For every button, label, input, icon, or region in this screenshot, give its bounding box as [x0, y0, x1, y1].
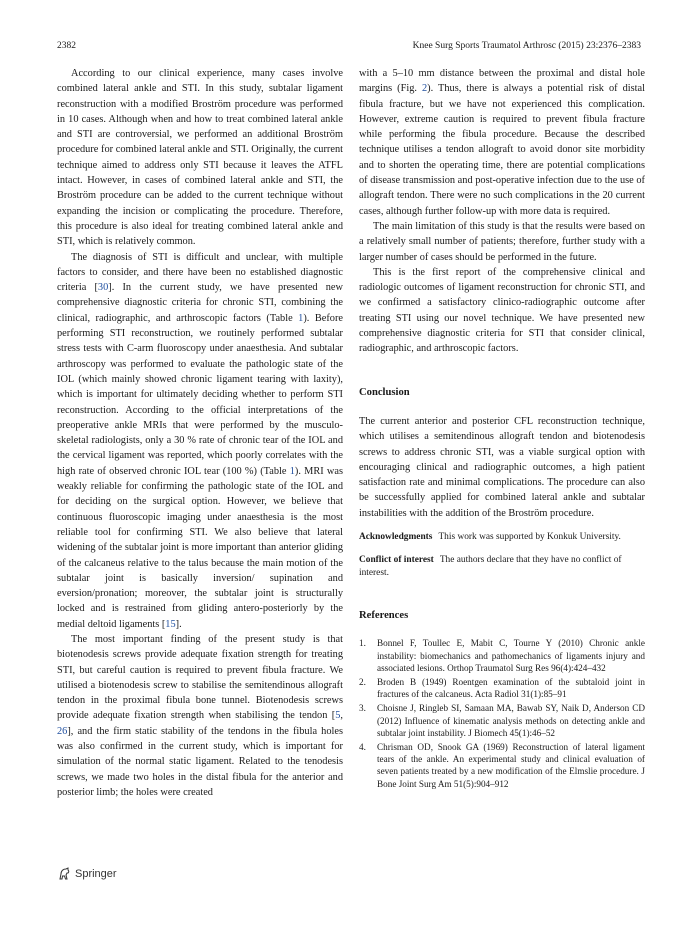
publisher-name: Springer — [75, 868, 117, 880]
reference-text: Choisne J, Ringleb SI, Samaan MA, Bawab SY, Naik D, Anderson CD (2012) Influence of kinematic analysis methods on detecting ankle and subtalar joint instability. J Biomech 45(1):46–52 — [377, 703, 645, 738]
reference-item — [359, 702, 645, 739]
reference-list — [359, 637, 645, 789]
reference-item — [359, 741, 645, 790]
reference-number: 1. — [359, 638, 366, 649]
journal-reference: Knee Surg Sports Traumatol Arthrosc (2015) 23:2376–2383 — [412, 41, 641, 51]
springer-horse-icon — [57, 867, 71, 881]
table-link[interactable]: 1 — [289, 465, 295, 477]
acknowledgments — [359, 531, 645, 544]
reference-text: Bonnel F, Toullec E, Mabit C, Tourne Y (2010) Chronic ankle instability: biomechanics and pathomechanics of ligaments injury and associated lesions. Orthop Traumatol Surg Res 96(4):424–432 — [377, 638, 645, 673]
reference-number: 2. — [359, 676, 366, 687]
figure-link[interactable]: 2 — [422, 83, 428, 95]
table-link[interactable]: 1 — [298, 312, 304, 324]
publisher-footer — [57, 866, 117, 882]
page-number: 2382 — [57, 41, 76, 51]
citation-link[interactable]: 5 — [335, 710, 341, 722]
paragraph: with a 5–10 mm distance between the proximal and distal hole margins (Fig. 2). Thus, there is always a potential risk of distal fibula fracture, but we have not experienced this complication. However, extreme caution is required to prevent fibula fracture while performing the fibula procedure. Because the described technique utilises a tendon allograft to avoid donor site morbidity and to shorten the operating time, there are potential complications of disease transmission and post-operative infection due to the use of allograft tendon. There were no such complications in the 20 current cases, although further follow-up with more data is required. — [359, 68, 646, 217]
running-header — [57, 39, 641, 53]
reference-item — [359, 637, 645, 674]
right-column — [359, 66, 645, 792]
conclusion-paragraph: The current anterior and posterior CFL reconstruction technique, which utilises a semitendinous allograft tendon and biotenodesis screws to address chronic STI, was a viable surgical option with encouraging clinical and radiographic outcomes, a high patient satisfaction rate and minimal complications. The procedure can also be successfully applied for combined lateral ankle and subtalar instabilities with the addition of the Broström procedure. — [359, 415, 645, 519]
reference-text: Chrisman OD, Snook GA (1969) Reconstruction of lateral ligament tears of the ankle. An experimental study and clinical evaluation of seven patients treated by a new modification of the Elmslie procedure. J Bone Joint Surg Am 51(5):904–912 — [377, 741, 645, 789]
reference-number: 4. — [359, 741, 366, 752]
citation-link[interactable]: 30 — [97, 282, 109, 294]
reference-text: Broden B (1949) Roentgen examination of the subtaloid joint in fractures of the calcaneus. Acta Radiol 31(1):85–91 — [377, 676, 645, 700]
conflict-of-interest-text: The authors declare that they have no conflict of interest. — [359, 555, 622, 579]
citation-link[interactable]: 15 — [165, 618, 176, 630]
reference-item — [359, 676, 645, 700]
reference-number: 3. — [359, 703, 366, 714]
acknowledgments-text: This work was supported by Konkuk University. — [438, 532, 621, 543]
conflict-of-interest-label: Conflict of interest — [359, 555, 434, 566]
paragraph: According to our clinical experience, many cases involve combined lateral ankle and STI. In this study, subtalar ligament reconstruction with a modified Broström procedure was performed in 10 cases. Although when and how to treat combined lateral ankle and STI are controversial, we performed an additional Broström procedure for combined lateral ankle and STI. Originally, the current technique aimed to address only STI because it leaves the ATFL intact. However, in cases of combined lateral ankle and STI, the Broström procedure can be added to the current technique without expanding the incision or complicating the procedure. Therefore, this procedure is also ideal for treating combined lateral ankle and STI, which is relatively common. — [57, 68, 343, 248]
paragraph: The diagnosis of STI is difficult and unclear, with multiple factors to consider, and there have been no established diagnostic criteria [30]. In the current study, we have presented new comprehensive diagnostic criteria for chronic STI, combining the clinical, radiographic, and arthroscopic factors (Table 1). Before performing STI reconstruction, we routinely performed subtalar stress tests with C-arm fluoroscopy under anaesthesia. And subtalar arthroscopy was performed to evaluate the pathologic state of the IOL (which mainly showed chronic ligament tearing with laxity), which is important for ultimately deciding whether to perform STI reconstruction. According to the official interpretations of the preoperative ankle MRIs that were performed by the musculo-skeletal radiologists, only a 30 % rate of chronic tear of the IOL and the cervical ligament was reported, which poorly correlates with the high rate of observed chronic IOL tear (100 %) (Table 1). MRI was weakly reliable for confirming the pathologic state of the IOL and for deciding on the surgical option. However, we believe that continuous fluoroscopic imaging under anaesthesia is the most reliable tool for confirming STI. We also believe that lateral widening of the subtalar joint is more important than anterior gliding of the calcaneus relative to the talus because the main motion of the subtalar joint is basically inversion/ supination and eversion/pronation; moreover, the subtalar joint is structurally locked and is restrained from gliding antero-posteriorly by the medial deltoid ligaments [15]. — [57, 251, 343, 630]
conclusion-heading: Conclusion — [359, 386, 410, 398]
paragraph: The main limitation of this study is that the results were based on a relatively small number of patients; therefore, further study with a larger number of cases should be performed in the future. — [359, 220, 645, 263]
left-column — [57, 66, 343, 800]
acknowledgments-label: Acknowledgments — [359, 532, 433, 543]
citation-link[interactable]: 26 — [57, 725, 68, 737]
paragraph: The most important finding of the present study is that biotenodesis screws provide adequate fixation strength for treating STI, but careful caution is required to prevent fibula fracture. We utilised a biotenodesis screw to stabilise the semitendinous allograft tendon in the proximal fibula bone tunnel. Biotenodesis screws provide adequate fixation strength when stabilising the tendon [5, 26], and the firm static stability of the tendons in the fibula holes was also confirmed in the current study, which is important for simulation of the normal static ligament. Related to the tenodesis screws, we made two holes in the distal fibula for the anterior and posterior limb; the holes were created — [57, 633, 343, 798]
paragraph: This is the first report of the comprehensive clinical and radiologic outcomes of ligament reconstruction for chronic STI, and we confirmed a satisfactory clinico-radiographic outcome after treating STI using our novel technique. We have presented new comprehensive diagnostic criteria for STI that consider clinical, radiographic, and arthroscopic factors. — [359, 266, 645, 355]
references-heading: References — [359, 610, 409, 622]
conflict-of-interest — [359, 554, 645, 580]
